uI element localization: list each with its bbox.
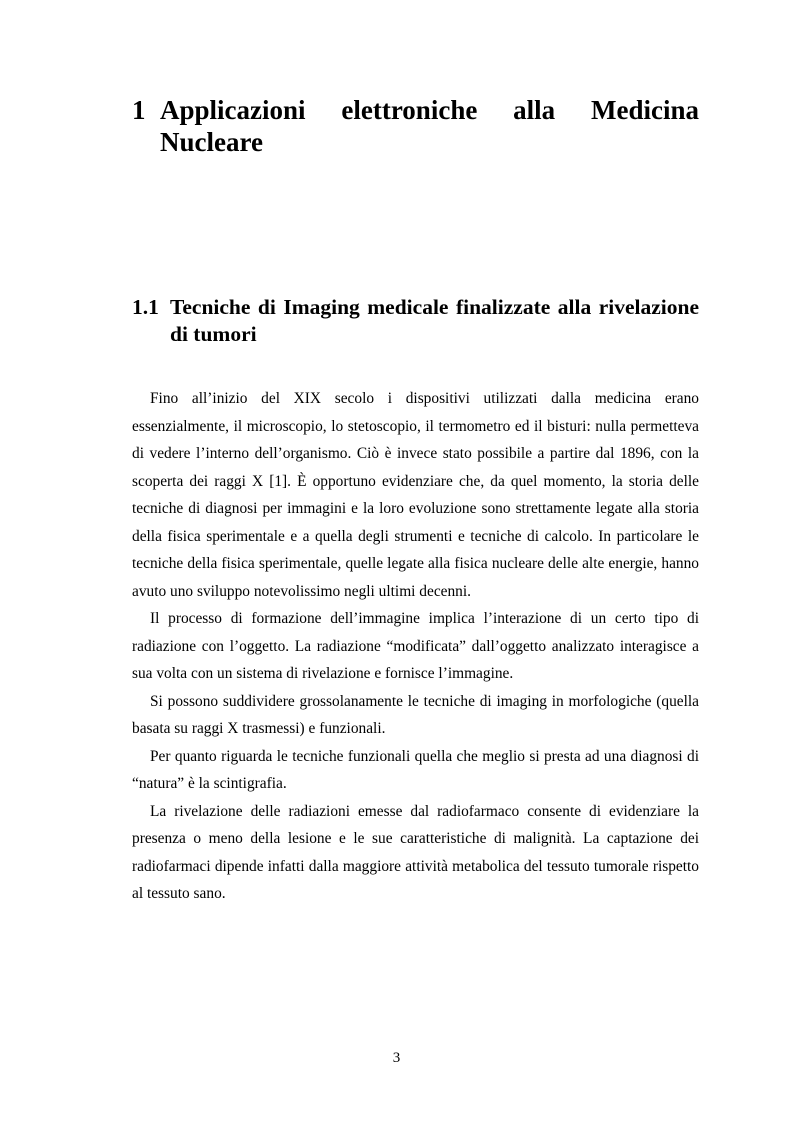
paragraph: Si possono suddividere grossolanamente le tecniche di imaging in morfologiche (quella basata su raggi X trasmessi) e funzionali.: [132, 692, 699, 737]
section-number: 1.1: [132, 295, 159, 319]
paragraph: Fino all’inizio del XIX secolo i dispositivi utilizzati dalla medicina erano essenzialmente, il microscopio, lo stetoscopio, il termometro ed il bisturi: nulla permetteva di vedere l’interno dell’organismo. Ciò è invece stato possibile a partire dal 1896, con la scoperta dei raggi X [1]. È opportuno evidenziare che, da quel momento, la storia delle tecniche di diagnosi per immagini e la loro evoluzione sono strettamente legate alla storia della fisica sperimentale e a quella degli strumenti e tecniche di calcolo. In particolare le tecniche della fisica sperimentale, quelle legate alla fisica nucleare delle alte energie, hanno avuto uno sviluppo notevolissimo negli ultimi decenni.: [132, 390, 699, 600]
section-heading: [132, 294, 699, 348]
section-title-line-2: di tumori: [170, 322, 257, 346]
body-text: [132, 385, 699, 908]
chapter-title-line-1: Applicazioni elettroniche alla Medicina: [160, 95, 699, 125]
paragraph: Il processo di formazione dell’immagine implica l’interazione di un certo tipo di radiazione con l’oggetto. La radiazione “modificata” dall’oggetto analizzato interagisce a sua volta con un sistema di rivelazione e fornisce l’immagine.: [132, 610, 699, 682]
paragraph: Per quanto riguarda le tecniche funzionali quella che meglio si presta ad una diagnosi di “natura” è la scintigrafia.: [132, 747, 699, 792]
page-number: 3: [392, 1050, 401, 1066]
paragraph: La rivelazione delle radiazioni emesse dal radiofarmaco consente di evidenziare la presenza o meno della lesione e le sue caratteristiche di malignità. La captazione dei radiofarmaci dipende infatti dalla maggiore attività metabolica del tessuto tumorale rispetto al tessuto sano.: [132, 802, 699, 902]
chapter-heading: [132, 94, 699, 158]
chapter-title-line-2: Nucleare: [160, 127, 263, 157]
section-title-line-1: Tecniche di Imaging medicale finalizzate alla rivelazione: [170, 295, 699, 319]
section-title: [170, 294, 699, 348]
chapter-title: [160, 94, 699, 158]
chapter-number: 1: [132, 95, 146, 125]
